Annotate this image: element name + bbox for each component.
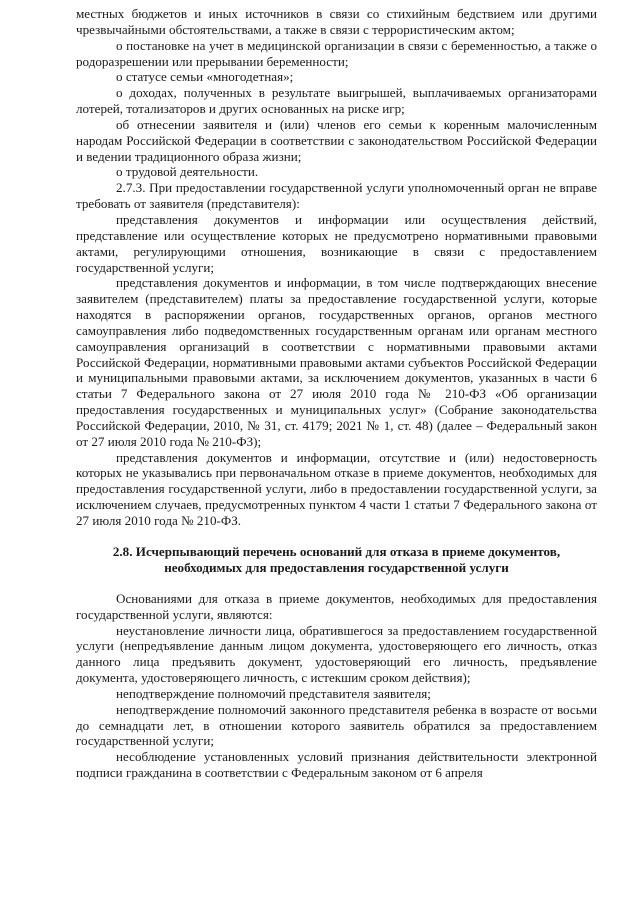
section-heading: 2.8. Исчерпывающий перечень оснований для отказа в приеме документов, необходимых для предоставления государственной услуги xyxy=(112,543,561,575)
paragraph: несоблюдение установленных условий признания действительности электронной подписи гражданина в соответствии с Федеральным законом от 6 апреля xyxy=(76,749,597,781)
paragraph: неподтверждение полномочий законного представителя ребенка в возрасте от восьми до семнадцати лет, в отношении которого заявитель обратился за предоставлением государственной услуги; xyxy=(76,701,597,749)
paragraph: неподтверждение полномочий представителя заявителя; xyxy=(116,685,431,701)
paragraph: представления документов и информации, отсутствие и (или) недостоверность которых не указывались при первоначальном отказе в приеме документов, необходимых для предоставления государственной услуги, либо в предоставлении государственной услуги, за исключением случаев, предусмотренных пунктом 4 части 1 статьи 7 Федерального закона от 27 июля 2010 года № 210-ФЗ. xyxy=(76,449,597,528)
paragraph: представления документов и информации или осуществления действий, представление или осуществление которых не предусмотрено нормативными правовыми актами, регулирующими отношения, возникающие в связи с предоставлением государственной услуги; xyxy=(76,211,597,275)
paragraph: представления документов и информации, в том числе подтверждающих внесение заявителем (представителем) платы за предоставление государственной услуги, которые находятся в распоряжении органов, государственных органов, органов местного самоуправления либо подведомственных государственным органам или органам местного самоуправления организаций в соответствии с нормативными правовыми актами Российской Федерации, нормативными правовыми актами субъектов Российской Федерации и муниципальными правовыми актами, за исключением документов, указанных в части 6 статьи 7 Федерального закона от 27 июля 2010 года № 210-ФЗ «Об организации предоставления государственных и муниципальных услуг» (Собрание законодательства Российской Федерации, 2010, № 31, ст. 4179; 2021 № 1, ст. 48) (далее – Федеральный закон от 27 июля 2010 года № 210-ФЗ); xyxy=(76,275,597,449)
paragraph: о трудовой деятельности. xyxy=(116,164,259,180)
paragraph: о статусе семьи «многодетная»; xyxy=(116,69,294,85)
paragraph: Основаниями для отказа в приеме документов, необходимых для предоставления государственной услуги, являются: xyxy=(76,590,597,622)
paragraphs-bottom xyxy=(76,591,597,781)
paragraphs-top xyxy=(76,6,597,529)
paragraph: о доходах, полученных в результате выигрышей, выплачиваемых организаторами лотерей, тотализаторов и других основанных на риске игр; xyxy=(76,85,597,117)
paragraph: 2.7.3. При предоставлении государственной услуги уполномоченный орган не вправе требовать от заявителя (представителя): xyxy=(76,180,597,212)
document-page xyxy=(76,6,597,781)
paragraph: неустановление личности лица, обратившегося за предоставлением государственной услуги (непредъявление данным лицом документа, удостоверяющего его личность, отказ данного лица предъявить документ, удостоверяющий его личность, предъявление документа, удостоверяющего личность, с истекшим сроком действия); xyxy=(76,622,597,686)
paragraph: местных бюджетов и иных источников в связи со стихийным бедствием или другими чрезвычайными обстоятельствами, а также в связи с террористическим актом; xyxy=(76,6,597,37)
paragraph: об отнесении заявителя и (или) членов его семьи к коренным малочисленным народам Российской Федерации в соответствии с законодательством Российской Федерации и ведении традиционного образа жизни; xyxy=(76,116,597,164)
paragraph: о постановке на учет в медицинской организации в связи с беременностью, а также о родоразрешении или прерывании беременности; xyxy=(76,37,597,69)
